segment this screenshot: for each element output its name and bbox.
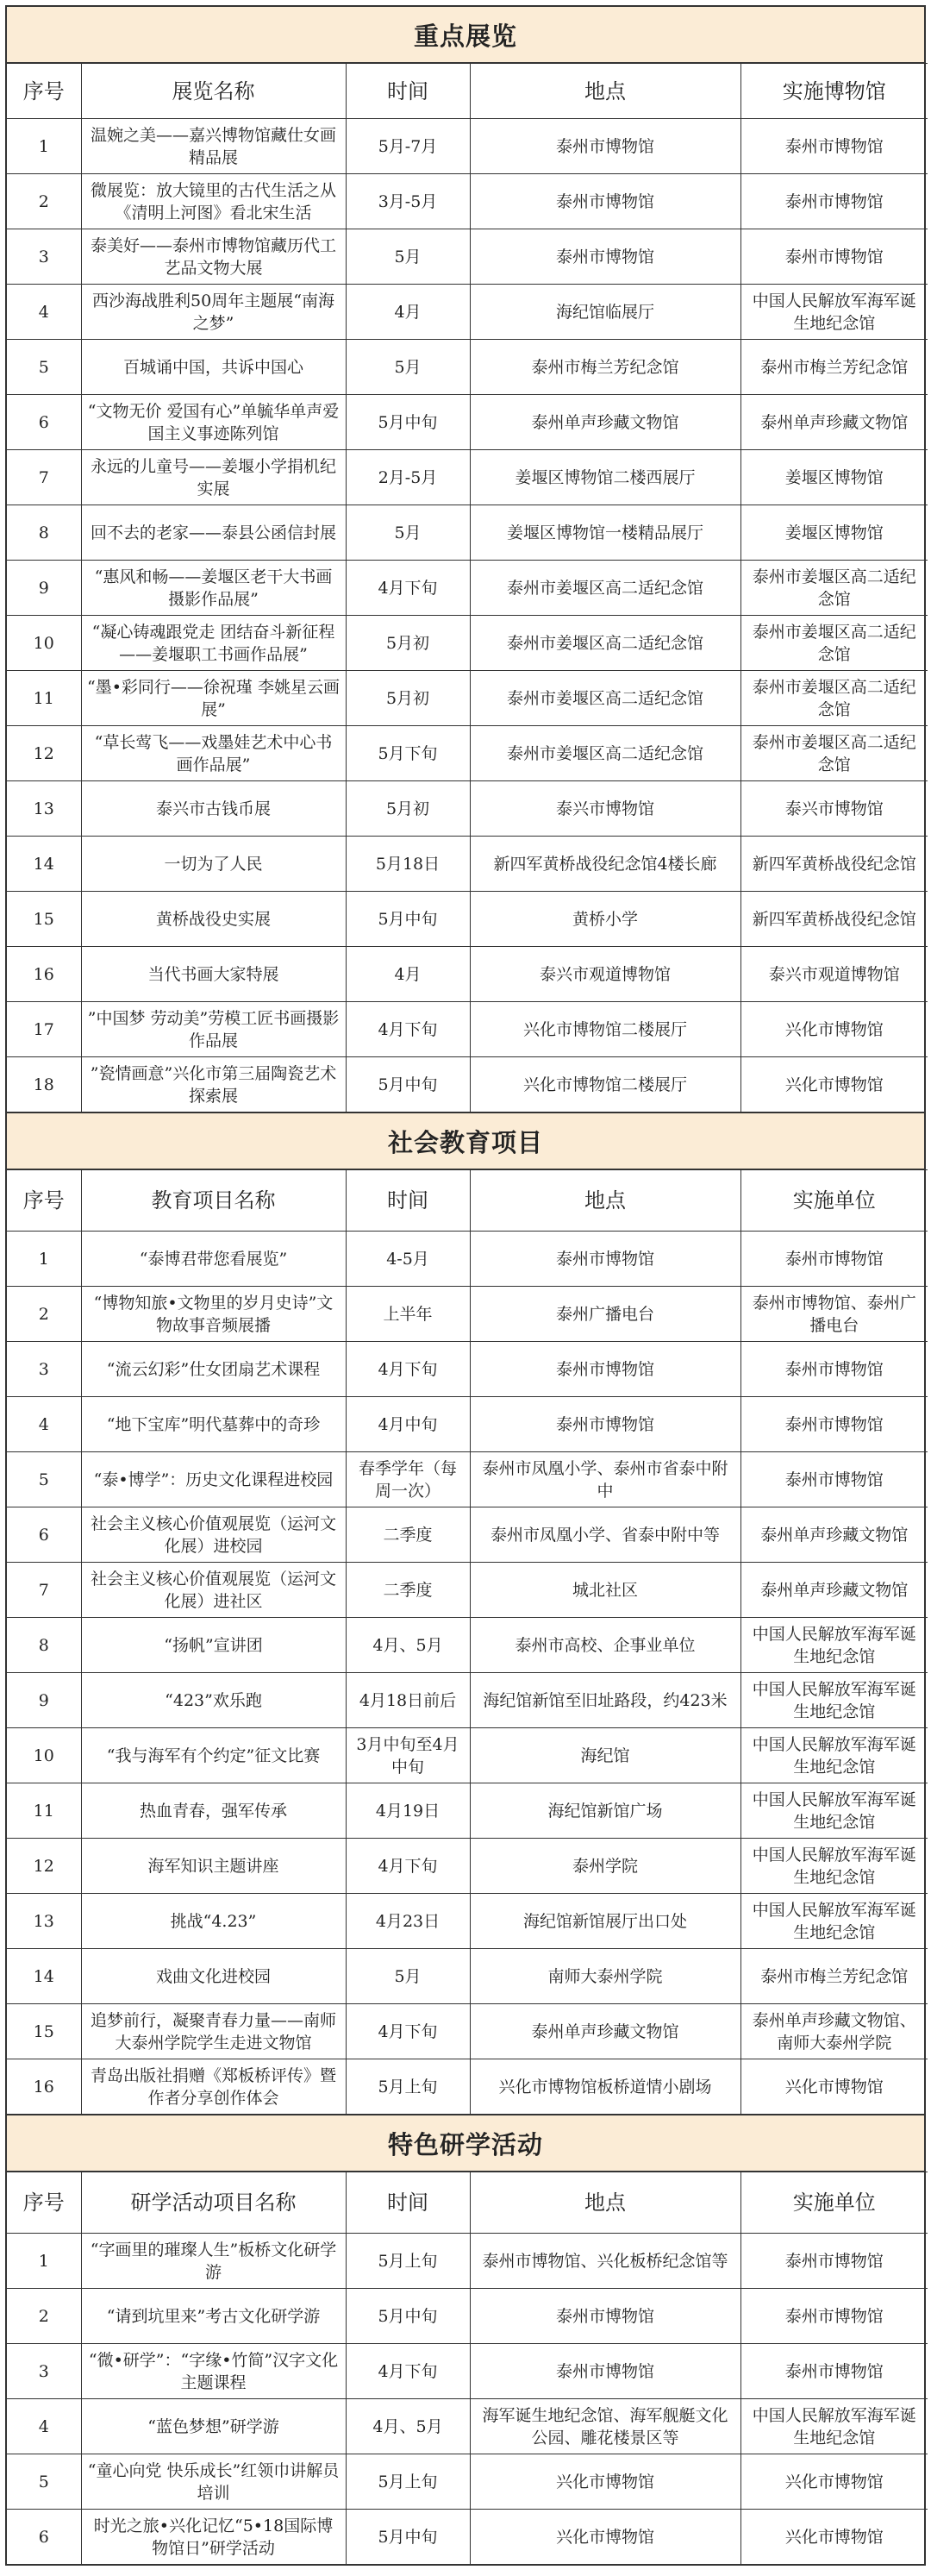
column-header: 时间 bbox=[346, 64, 470, 119]
time: 3月中旬至4月中旬 bbox=[346, 1728, 470, 1783]
column-header: 实施单位 bbox=[740, 1170, 928, 1232]
table-row bbox=[7, 1563, 928, 1618]
item-name: 西沙海战胜利50周年主题展“南海之梦” bbox=[81, 285, 346, 340]
section-2 bbox=[5, 1112, 926, 2114]
time: 4月中旬 bbox=[346, 1397, 470, 1452]
organizer: 姜堰区博物馆 bbox=[740, 505, 928, 561]
item-name: 热血青春，强军传承 bbox=[81, 1783, 346, 1839]
table-row bbox=[7, 1894, 928, 1949]
table-row bbox=[7, 2059, 928, 2115]
column-header: 序号 bbox=[7, 1170, 81, 1232]
table-row bbox=[7, 505, 928, 561]
table-row bbox=[7, 174, 928, 229]
time: 5月下旬 bbox=[346, 726, 470, 781]
column-header: 序号 bbox=[7, 2172, 81, 2234]
location: 泰州学院 bbox=[470, 1839, 740, 1894]
item-name: 泰美好——泰州市博物馆藏历代工艺品文物大展 bbox=[81, 229, 346, 285]
item-name: “扬帆”宣讲团 bbox=[81, 1618, 346, 1673]
row-number: 18 bbox=[7, 1057, 81, 1113]
organizer: 中国人民解放军海军诞生地纪念馆 bbox=[740, 1894, 928, 1949]
row-number: 13 bbox=[7, 781, 81, 837]
organizer: 泰州市博物馆 bbox=[740, 1397, 928, 1452]
organizer: 中国人民解放军海军诞生地纪念馆 bbox=[740, 285, 928, 340]
item-name: “凝心铸魂跟党走 团结奋斗新征程——姜堰职工书画作品展” bbox=[81, 616, 346, 671]
column-header: 教育项目名称 bbox=[81, 1170, 346, 1232]
row-number: 16 bbox=[7, 947, 81, 1002]
item-name: 永远的儿童号——姜堰小学捐机纪实展 bbox=[81, 450, 346, 505]
item-name: 泰兴市古钱币展 bbox=[81, 781, 346, 837]
time: 4月 bbox=[346, 285, 470, 340]
organizer: 泰州市博物馆 bbox=[740, 2234, 928, 2289]
table-row bbox=[7, 285, 928, 340]
item-name: 海军知识主题讲座 bbox=[81, 1839, 346, 1894]
time: 4-5月 bbox=[346, 1232, 470, 1287]
row-number: 3 bbox=[7, 1342, 81, 1397]
time: 春季学年（每周一次） bbox=[346, 1452, 470, 1507]
time: 5月 bbox=[346, 340, 470, 395]
organizer: 兴化市博物馆 bbox=[740, 2059, 928, 2115]
location: 泰兴市博物馆 bbox=[470, 781, 740, 837]
time: 上半年 bbox=[346, 1287, 470, 1342]
time: 5月中旬 bbox=[346, 2510, 470, 2565]
table-row bbox=[7, 2004, 928, 2059]
organizer: 中国人民解放军海军诞生地纪念馆 bbox=[740, 2399, 928, 2454]
item-name: “草长莺飞——戏墨娃艺术中心书画作品展” bbox=[81, 726, 346, 781]
time: 5月-7月 bbox=[346, 119, 470, 174]
row-number: 14 bbox=[7, 837, 81, 892]
table-header-row bbox=[7, 2172, 928, 2234]
row-number: 2 bbox=[7, 2289, 81, 2344]
row-number: 10 bbox=[7, 1728, 81, 1783]
organizer: 中国人民解放军海军诞生地纪念馆 bbox=[740, 1839, 928, 1894]
item-name: 微展览：放大镜里的古代生活之从《清明上河图》看北宋生活 bbox=[81, 174, 346, 229]
item-name: “字画里的璀璨人生”板桥文化研学游 bbox=[81, 2234, 346, 2289]
row-number: 11 bbox=[7, 671, 81, 726]
organizer: 兴化市博物馆 bbox=[740, 1057, 928, 1113]
table-row bbox=[7, 837, 928, 892]
location: 泰州市博物馆 bbox=[470, 2344, 740, 2399]
organizer: 中国人民解放军海军诞生地纪念馆 bbox=[740, 1728, 928, 1783]
location: 海纪馆新馆展厅出口处 bbox=[470, 1894, 740, 1949]
item-name: “文物无价 爱国有心”单毓华单声爱国主义事迹陈列馆 bbox=[81, 395, 346, 450]
time: 4月下旬 bbox=[346, 1839, 470, 1894]
table-row bbox=[7, 1673, 928, 1728]
item-name: 一切为了人民 bbox=[81, 837, 346, 892]
table-row bbox=[7, 1728, 928, 1783]
organizer: 泰州市博物馆 bbox=[740, 229, 928, 285]
column-header: 时间 bbox=[346, 1170, 470, 1232]
row-number: 6 bbox=[7, 1507, 81, 1563]
row-number: 13 bbox=[7, 1894, 81, 1949]
row-number: 16 bbox=[7, 2059, 81, 2115]
column-header: 地点 bbox=[470, 2172, 740, 2234]
time: 4月下旬 bbox=[346, 1002, 470, 1057]
row-number: 3 bbox=[7, 229, 81, 285]
organizer: 泰州市博物馆 bbox=[740, 119, 928, 174]
location: 海纪馆 bbox=[470, 1728, 740, 1783]
row-number: 7 bbox=[7, 450, 81, 505]
item-name: 黄桥战役史实展 bbox=[81, 892, 346, 947]
location: 泰州市博物馆 bbox=[470, 1232, 740, 1287]
location: 兴化市博物馆二楼展厅 bbox=[470, 1002, 740, 1057]
column-header: 展览名称 bbox=[81, 64, 346, 119]
row-number: 2 bbox=[7, 174, 81, 229]
location: 泰州市凤凰小学、泰州市省泰中附中 bbox=[470, 1452, 740, 1507]
time: 4月下旬 bbox=[346, 2344, 470, 2399]
location: 泰州市博物馆 bbox=[470, 174, 740, 229]
row-number: 4 bbox=[7, 2399, 81, 2454]
row-number: 1 bbox=[7, 119, 81, 174]
item-name: 温婉之美——嘉兴博物馆藏仕女画精品展 bbox=[81, 119, 346, 174]
table-row bbox=[7, 2399, 928, 2454]
column-header: 实施单位 bbox=[740, 2172, 928, 2234]
table-header-row bbox=[7, 1170, 928, 1232]
row-number: 7 bbox=[7, 1563, 81, 1618]
item-name: “蓝色梦想”研学游 bbox=[81, 2399, 346, 2454]
table-row bbox=[7, 561, 928, 616]
item-name: “泰博君带您看展览” bbox=[81, 1232, 346, 1287]
section-1 bbox=[5, 5, 926, 1112]
row-number: 9 bbox=[7, 1673, 81, 1728]
location: 兴化市博物馆二楼展厅 bbox=[470, 1057, 740, 1113]
table-row bbox=[7, 671, 928, 726]
location: 泰州市博物馆 bbox=[470, 1397, 740, 1452]
column-header: 时间 bbox=[346, 2172, 470, 2234]
item-name: “流云幻彩”仕女团扇艺术课程 bbox=[81, 1342, 346, 1397]
organizer: 泰州单声珍藏文物馆 bbox=[740, 395, 928, 450]
row-number: 5 bbox=[7, 2454, 81, 2510]
item-name: 青岛出版社捐赠《郑板桥评传》暨作者分享创作体会 bbox=[81, 2059, 346, 2115]
location: 泰州市博物馆、兴化板桥纪念馆等 bbox=[470, 2234, 740, 2289]
row-number: 10 bbox=[7, 616, 81, 671]
table-row bbox=[7, 2344, 928, 2399]
item-name: “博物知旅•文物里的岁月史诗”文物故事音频展播 bbox=[81, 1287, 346, 1342]
table-row bbox=[7, 1452, 928, 1507]
section-table bbox=[7, 2172, 928, 2564]
table-row bbox=[7, 395, 928, 450]
item-name: “地下宝库”明代墓葬中的奇珍 bbox=[81, 1397, 346, 1452]
time: 5月中旬 bbox=[346, 892, 470, 947]
item-name: “423”欢乐跑 bbox=[81, 1673, 346, 1728]
location: 泰州市博物馆 bbox=[470, 1342, 740, 1397]
row-number: 3 bbox=[7, 2344, 81, 2399]
location: 南师大泰州学院 bbox=[470, 1949, 740, 2004]
time: 4月、5月 bbox=[346, 2399, 470, 2454]
time: 5月中旬 bbox=[346, 395, 470, 450]
row-number: 15 bbox=[7, 892, 81, 947]
organizer: 泰州市姜堰区高二适纪念馆 bbox=[740, 726, 928, 781]
organizer: 泰州单声珍藏文物馆、南师大泰州学院 bbox=[740, 2004, 928, 2059]
table-row bbox=[7, 119, 928, 174]
table-row bbox=[7, 2234, 928, 2289]
column-header: 实施博物馆 bbox=[740, 64, 928, 119]
item-name: 追梦前行，凝聚青春力量——南师大泰州学院学生走进文物馆 bbox=[81, 2004, 346, 2059]
organizer: 中国人民解放军海军诞生地纪念馆 bbox=[740, 1673, 928, 1728]
organizer: 泰州单声珍藏文物馆 bbox=[740, 1507, 928, 1563]
organizer: 泰州市博物馆 bbox=[740, 2289, 928, 2344]
organizer: 泰州市姜堰区高二适纪念馆 bbox=[740, 616, 928, 671]
organizer: 泰州市博物馆 bbox=[740, 1342, 928, 1397]
location: 兴化市博物馆板桥道情小剧场 bbox=[470, 2059, 740, 2115]
organizer: 泰州市梅兰芳纪念馆 bbox=[740, 340, 928, 395]
location: 黄桥小学 bbox=[470, 892, 740, 947]
organizer: 中国人民解放军海军诞生地纪念馆 bbox=[740, 1783, 928, 1839]
time: 二季度 bbox=[346, 1507, 470, 1563]
row-number: 6 bbox=[7, 395, 81, 450]
time: 4月下旬 bbox=[346, 561, 470, 616]
item-name: 当代书画大家特展 bbox=[81, 947, 346, 1002]
location: 泰兴市观道博物馆 bbox=[470, 947, 740, 1002]
organizer: 泰州市姜堰区高二适纪念馆 bbox=[740, 561, 928, 616]
item-name: “惠风和畅——姜堰区老干大书画摄影作品展” bbox=[81, 561, 346, 616]
table-row bbox=[7, 2454, 928, 2510]
location: 泰州市姜堰区高二适纪念馆 bbox=[470, 616, 740, 671]
time: 4月 bbox=[346, 947, 470, 1002]
organizer: 兴化市博物馆 bbox=[740, 1002, 928, 1057]
time: 4月下旬 bbox=[346, 1342, 470, 1397]
item-name: “童心向党 快乐成长”红领巾讲解员培训 bbox=[81, 2454, 346, 2510]
row-number: 2 bbox=[7, 1287, 81, 1342]
time: 5月18日 bbox=[346, 837, 470, 892]
time: 二季度 bbox=[346, 1563, 470, 1618]
table-row bbox=[7, 2510, 928, 2565]
time: 5月 bbox=[346, 1949, 470, 2004]
time: 4月、5月 bbox=[346, 1618, 470, 1673]
organizer: 新四军黄桥战役纪念馆 bbox=[740, 892, 928, 947]
organizer: 兴化市博物馆 bbox=[740, 2510, 928, 2565]
location: 姜堰区博物馆二楼西展厅 bbox=[470, 450, 740, 505]
section-title: 特色研学活动 bbox=[7, 2115, 924, 2172]
table-row bbox=[7, 1397, 928, 1452]
item-name: 百城诵中国，共诉中国心 bbox=[81, 340, 346, 395]
column-header: 地点 bbox=[470, 1170, 740, 1232]
organizer: 泰州市梅兰芳纪念馆 bbox=[740, 1949, 928, 2004]
table-row bbox=[7, 1002, 928, 1057]
row-number: 4 bbox=[7, 1397, 81, 1452]
table-row bbox=[7, 781, 928, 837]
organizer: 中国人民解放军海军诞生地纪念馆 bbox=[740, 1618, 928, 1673]
location: 海纪馆临展厅 bbox=[470, 285, 740, 340]
organizer: 泰州单声珍藏文物馆 bbox=[740, 1563, 928, 1618]
location: 姜堰区博物馆一楼精品展厅 bbox=[470, 505, 740, 561]
section-title: 社会教育项目 bbox=[7, 1113, 924, 1169]
time: 3月-5月 bbox=[346, 174, 470, 229]
row-number: 12 bbox=[7, 1839, 81, 1894]
column-header: 研学活动项目名称 bbox=[81, 2172, 346, 2234]
table-row bbox=[7, 1287, 928, 1342]
location: 泰州市姜堰区高二适纪念馆 bbox=[470, 671, 740, 726]
location: 海纪馆新馆广场 bbox=[470, 1783, 740, 1839]
item-name: ”瓷情画意”兴化市第三届陶瓷艺术探索展 bbox=[81, 1057, 346, 1113]
table-row bbox=[7, 1783, 928, 1839]
location: 泰州单声珍藏文物馆 bbox=[470, 2004, 740, 2059]
table-row bbox=[7, 1839, 928, 1894]
organizer: 泰州市博物馆 bbox=[740, 1232, 928, 1287]
time: 5月中旬 bbox=[346, 2289, 470, 2344]
table-row bbox=[7, 1507, 928, 1563]
time: 4月23日 bbox=[346, 1894, 470, 1949]
organizer: 泰州市博物馆 bbox=[740, 1452, 928, 1507]
location: 泰州市博物馆 bbox=[470, 2289, 740, 2344]
item-name: “我与海军有个约定”征文比赛 bbox=[81, 1728, 346, 1783]
time: 4月下旬 bbox=[346, 2004, 470, 2059]
location: 兴化市博物馆 bbox=[470, 2454, 740, 2510]
item-name: “请到坑里来”考古文化研学游 bbox=[81, 2289, 346, 2344]
item-name: “墨•彩同行——徐祝瑾 李姚星云画展” bbox=[81, 671, 346, 726]
location: 泰州市凤凰小学、省泰中附中等 bbox=[470, 1507, 740, 1563]
location: 兴化市博物馆 bbox=[470, 2510, 740, 2565]
time: 5月中旬 bbox=[346, 1057, 470, 1113]
time: 5月上旬 bbox=[346, 2454, 470, 2510]
row-number: 5 bbox=[7, 1452, 81, 1507]
item-name: 回不去的老家——泰县公函信封展 bbox=[81, 505, 346, 561]
time: 4月18日前后 bbox=[346, 1673, 470, 1728]
row-number: 1 bbox=[7, 1232, 81, 1287]
time: 5月上旬 bbox=[346, 2234, 470, 2289]
item-name: “泰•博学”：历史文化课程进校园 bbox=[81, 1452, 346, 1507]
location: 泰州市博物馆 bbox=[470, 229, 740, 285]
table-header-row bbox=[7, 64, 928, 119]
organizer: 兴化市博物馆 bbox=[740, 2454, 928, 2510]
location: 城北社区 bbox=[470, 1563, 740, 1618]
time: 2月-5月 bbox=[346, 450, 470, 505]
row-number: 11 bbox=[7, 1783, 81, 1839]
location: 泰州广播电台 bbox=[470, 1287, 740, 1342]
organizer: 新四军黄桥战役纪念馆 bbox=[740, 837, 928, 892]
column-header: 地点 bbox=[470, 64, 740, 119]
time: 5月 bbox=[346, 229, 470, 285]
table-row bbox=[7, 947, 928, 1002]
table-row bbox=[7, 1949, 928, 2004]
time: 5月 bbox=[346, 505, 470, 561]
row-number: 17 bbox=[7, 1002, 81, 1057]
row-number: 5 bbox=[7, 340, 81, 395]
location: 泰州市博物馆 bbox=[470, 119, 740, 174]
organizer: 泰州市姜堰区高二适纪念馆 bbox=[740, 671, 928, 726]
location: 泰州市姜堰区高二适纪念馆 bbox=[470, 726, 740, 781]
item-name: “微•研学”：“字缘•竹简”汉字文化主题课程 bbox=[81, 2344, 346, 2399]
row-number: 9 bbox=[7, 561, 81, 616]
organizer: 泰州市博物馆 bbox=[740, 2344, 928, 2399]
time: 4月19日 bbox=[346, 1783, 470, 1839]
item-name: 戏曲文化进校园 bbox=[81, 1949, 346, 2004]
organizer: 姜堰区博物馆 bbox=[740, 450, 928, 505]
row-number: 15 bbox=[7, 2004, 81, 2059]
location: 泰州市高校、企事业单位 bbox=[470, 1618, 740, 1673]
table-row bbox=[7, 2289, 928, 2344]
item-name: 社会主义核心价值观展览（运河文化展）进社区 bbox=[81, 1563, 346, 1618]
table-row bbox=[7, 1618, 928, 1673]
time: 5月初 bbox=[346, 781, 470, 837]
row-number: 14 bbox=[7, 1949, 81, 2004]
table-row bbox=[7, 616, 928, 671]
row-number: 6 bbox=[7, 2510, 81, 2565]
table-row bbox=[7, 1232, 928, 1287]
table-row bbox=[7, 229, 928, 285]
item-name: 社会主义核心价值观展览（运河文化展）进校园 bbox=[81, 1507, 346, 1563]
document bbox=[5, 5, 926, 2566]
location: 泰州单声珍藏文物馆 bbox=[470, 395, 740, 450]
section-table bbox=[7, 63, 928, 1112]
item-name: ”中国梦 劳动美”劳模工匠书画摄影作品展 bbox=[81, 1002, 346, 1057]
table-row bbox=[7, 450, 928, 505]
section-title: 重点展览 bbox=[7, 7, 924, 63]
row-number: 8 bbox=[7, 1618, 81, 1673]
organizer: 泰兴市观道博物馆 bbox=[740, 947, 928, 1002]
time: 5月上旬 bbox=[346, 2059, 470, 2115]
row-number: 12 bbox=[7, 726, 81, 781]
location: 新四军黄桥战役纪念馆4楼长廊 bbox=[470, 837, 740, 892]
time: 5月初 bbox=[346, 671, 470, 726]
organizer: 泰兴市博物馆 bbox=[740, 781, 928, 837]
location: 海纪馆新馆至旧址路段，约423米 bbox=[470, 1673, 740, 1728]
item-name: 时光之旅•兴化记忆“5•18国际博物馆日”研学活动 bbox=[81, 2510, 346, 2565]
row-number: 8 bbox=[7, 505, 81, 561]
table-row bbox=[7, 726, 928, 781]
table-row bbox=[7, 340, 928, 395]
row-number: 1 bbox=[7, 2234, 81, 2289]
section-table bbox=[7, 1169, 928, 2114]
organizer: 泰州市博物馆、泰州广播电台 bbox=[740, 1287, 928, 1342]
item-name: 挑战“4.23” bbox=[81, 1894, 346, 1949]
organizer: 泰州市博物馆 bbox=[740, 174, 928, 229]
location: 泰州市梅兰芳纪念馆 bbox=[470, 340, 740, 395]
location: 泰州市姜堰区高二适纪念馆 bbox=[470, 561, 740, 616]
row-number: 4 bbox=[7, 285, 81, 340]
table-row bbox=[7, 892, 928, 947]
location: 海军诞生地纪念馆、海军舰艇文化公园、雕花楼景区等 bbox=[470, 2399, 740, 2454]
table-row bbox=[7, 1342, 928, 1397]
table-row bbox=[7, 1057, 928, 1113]
column-header: 序号 bbox=[7, 64, 81, 119]
section-3 bbox=[5, 2114, 926, 2566]
time: 5月初 bbox=[346, 616, 470, 671]
